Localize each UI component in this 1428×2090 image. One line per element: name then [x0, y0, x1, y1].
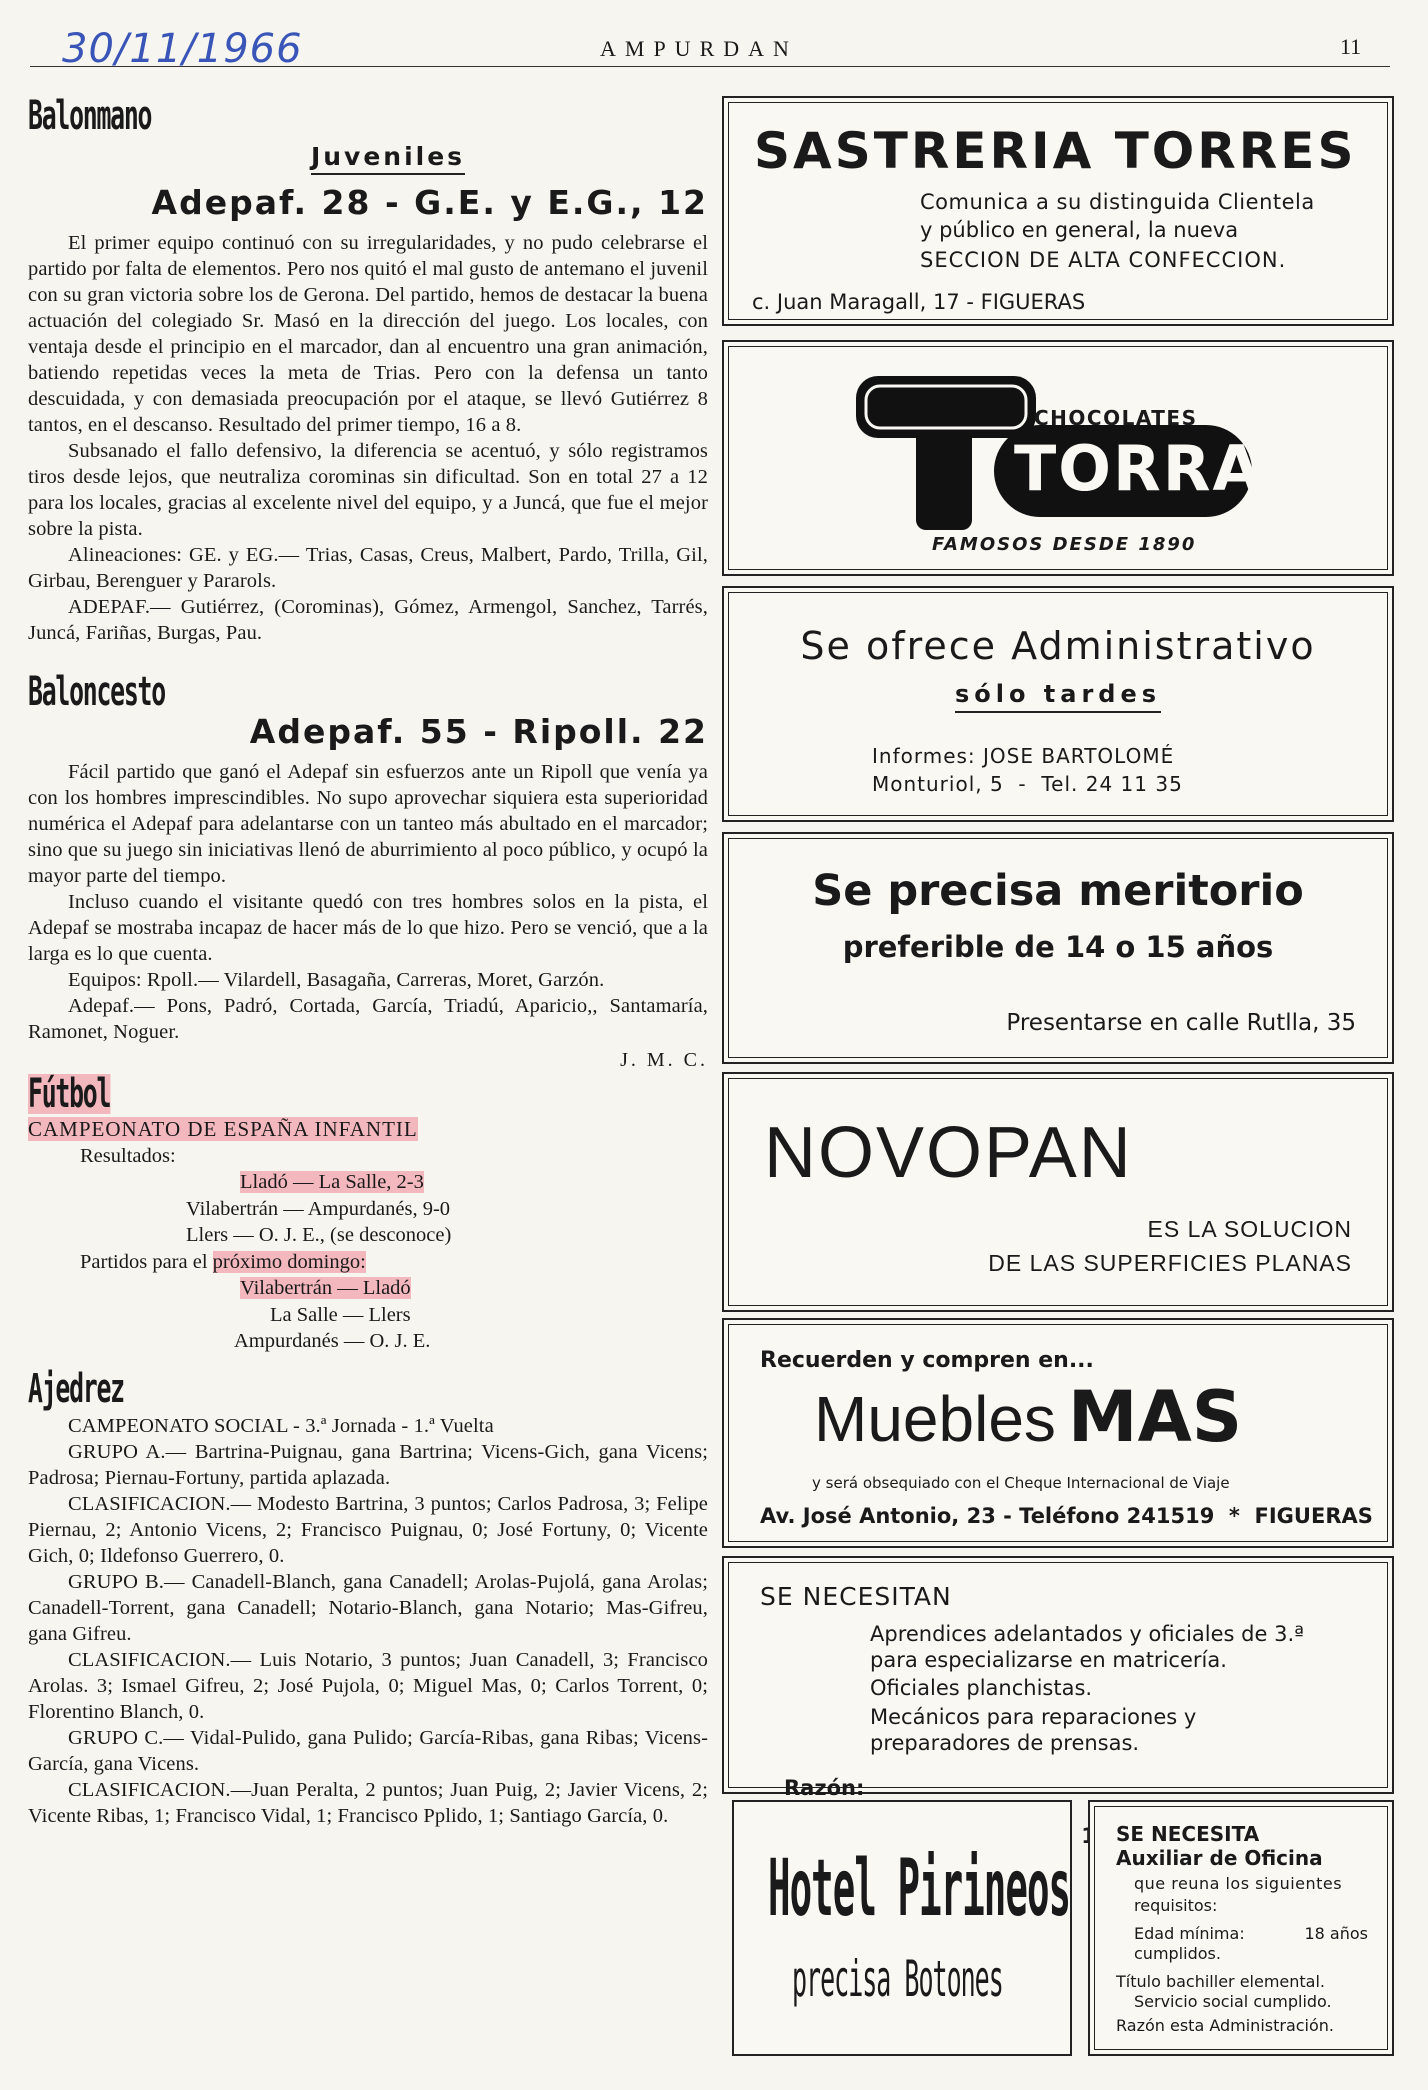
article-body: El primer equipo continuó con su irregularidades, y no pudo celebrarse el partido por falta de elementos. Pero nos quitó el mal gusto de antemano el juvenil con su gran victoria sobre los de Gerona. Del partido, hemos de destacar la buena actuación del colegiado Sr. Masó en la dirección del juego. Los locales, con ventaja desde el principio en el marcador, dan al encuentro una gran animación, batiendo repetidas veces la meta de Trias. Pero con la defensa un tanto descuidada, y con demasiada preocupación por el ataque, se llevó Gutiérrez 8 tantos, en el descanso. Resultado del primer tiempo, 16 a 8. Subsanado el fallo defensivo, la diferencia se acentuó, y sólo registramos tiros desde lejos, que neutraliza corominas sin dificultad. Son en total 27 a 12 para los locales, gracias al excelente nivel del equipo, y a Juncá, que fue el mejor sobre la pista. Alineaciones: GE. y EG.— Trias, Casas, Creus, Malbert, Pardo, Trilla, Gil, Girbau, Berenguer y Pararols. ADEPAF.— Gutiérrez, (Corominas), Gómez, Armengol, Sanchez, Tarrés, Juncá, Fariñas, Burgas, Pau.: [28, 232, 708, 644]
fixture-row: Ampurdanés — O. J. E.: [234, 1330, 431, 1352]
page-number: 11: [1340, 34, 1362, 59]
newspaper-title: AMPURDAN: [600, 36, 798, 61]
subheading: Juveniles: [68, 142, 708, 171]
fixture-row: La Salle — Llers: [270, 1303, 411, 1326]
section-heading: Balonmano: [28, 93, 152, 139]
section-heading: Fútbol: [28, 1071, 111, 1117]
championship-title: CAMPEONATO DE ESPAÑA INFANTIL: [28, 1117, 418, 1141]
handwritten-date: 30/11/1966: [62, 26, 303, 72]
razon-line: Razón:: [784, 1776, 865, 1800]
section-heading: Ajedrez: [28, 1365, 124, 1412]
hotel-sub: precisa Botones: [792, 1950, 1003, 2008]
match-headline: Adepaf. 55 - Ripoll. 22: [249, 712, 708, 751]
article-body: Fácil partido que ganó el Adepaf sin esfuerzos ante un Ripoll que venía ya con los hombres imprescindibles. No supo aprovechar siquiera esta superioridad numérica el Adepaf para adelantarse con un tanteo más abultado en el marcador; sino que su juego sin iniciativas llenó de aburrimiento al poco público, y ocupó la mayor parte del tiempo. Incluso cuando el visitante quedó con tres hombres solos en la pista, el Adepaf se mostraba incapaz de hacer más de lo que hizo. Pero se venció, que a la larga es lo que cuenta. Equipos: Rpoll.— Vilardell, Basagaña, Carreras, Moret, Garzón. Adepaf.— Pons, Padró, Cortada, García, Triadú, Aparicio,, Santamaría, Ramonet, Noguer.: [28, 761, 708, 1043]
torras-tagline: FAMOSOS DESDE 1890: [932, 534, 1197, 555]
fixture-row: Vilabertrán — Lladó: [240, 1277, 411, 1299]
left-column: [28, 93, 708, 1829]
result-row: Lladó — La Salle, 2-3: [240, 1171, 424, 1193]
torras-chocolates: CHOCOLATES: [1034, 406, 1198, 430]
section-ajedrez: [28, 1365, 708, 1829]
match-headline: Adepaf. 28 - G.E. y E.G., 12: [151, 183, 708, 222]
header-rule: [30, 66, 1390, 67]
ad-muebles-mas: Recuerden y compren en... Muebles MAS y será obsequiado con el Cheque Internacional de Viaje Av. José Antonio, 23 - Teléfono 241519 * FIGUERAS: [722, 1318, 1394, 1548]
ad-title: SASTRERIA TORRES: [754, 122, 1357, 180]
ad-auxiliar-oficina: SE NECESITA Auxiliar de Oficina que reuna los siguientes requisitos: Edad mínima: 18 años cumplidos. Título bachiller elemental. Servicio social cumplido. Razón esta Administración.: [1088, 1800, 1394, 2056]
ad-hotel-pirineos: [732, 1800, 1072, 2056]
ad-title: Se precisa meritorio: [812, 866, 1304, 916]
ad-novopan: NOVOPAN ES LA SOLUCION DE LAS SUPERFICIES PLANAS: [722, 1072, 1394, 1312]
ad-title: SE NECESITAN: [760, 1582, 952, 1611]
muebles-brand: Muebles MAS: [814, 1376, 1243, 1458]
author-signature: J. M. C.: [620, 1049, 708, 1071]
ad-subtitle: sólo tardes: [724, 680, 1392, 708]
result-row: Llers — O. J. E., (se desconoce): [186, 1224, 452, 1246]
article-body: CAMPEONATO SOCIAL - 3.ª Jornada - 1.ª Vuelta GRUPO A.— Bartrina-Puignau, gana Bartrina; Vicens-Gich, gana Vicens; Padrosa; Piernau-Fortuny, partida aplazada. CLASIFICACION.— Modesto Bartrina, 3 puntos; Carlos Padrosa, 3; Felipe Piernau, 2; Antonio Vicens, 2; Francisco Puignau, 0; José Fortuny, 0; Vicente Gich, 0; Ildefonso Guerrero, 0. GRUPO B.— Canadell-Blanch, gana Canadell; Arolas-Pujolá, gana Arolas; Canadell-Torrent, gana Canadell; Notario-Blanch, gana Notario; Mas-Gifreu, gana Gifreu. CLASIFICACION.— Luis Notario, 3 puntos; Juan Canadell, 3; Francisco Arolas. 3; Ismael Gifreu, 2; José Pujola, 0; Miguel Mas, 0; Carlos Torrent, 0; Florentino Blanch, 0. GRUPO C.— Vidal-Pulido, gana Pulido; García-Ribas, gana Ribas; Vicens-García, gana Vicens. CLASIFICACION.—Juan Peralta, 2 puntos; Juan Puig, 2; Javier Vicens, 2; Vicente Ribas, 1; Francisco Vidal, 1; Francisco Pplido, 1; Santiago García, 0.: [28, 1414, 708, 1827]
ad-meritorio: Se precisa meritorio preferible de 14 o 15 años Presentarse en calle Rutlla, 35: [722, 832, 1394, 1064]
ad-se-necesitan: SE NECESITAN Aprendices adelantados y oficiales de 3.ª para especializarse en matricería. Oficiales planchistas. Mecánicos para reparaciones y preparadores de prensas. Razón:: [722, 1556, 1394, 1794]
section-heading: Baloncesto: [28, 669, 165, 715]
ad-title: Se ofrece Administrativo: [800, 624, 1316, 668]
result-row: Vilabertrán — Ampurdanés, 9-0: [186, 1197, 451, 1220]
ad-chocolates-torras: [722, 340, 1394, 576]
section-balonmano: [28, 93, 708, 646]
section-futbol: [28, 1071, 708, 1355]
torras-brand: TORRAS: [1014, 432, 1310, 505]
novopan-brand: NOVOPAN: [764, 1113, 1133, 1193]
hotel-title: Hotel Pirineos: [768, 1844, 1071, 1934]
results-label: Resultados:: [80, 1144, 176, 1167]
section-baloncesto: [28, 669, 708, 1072]
ad-sastreria-torres: SASTRERIA TORRES Comunica a su distinguida Clientela y público en general, la nueva SECCION DE ALTA CONFECCION. c. Juan Maragall, 17 - FIGUERAS: [722, 96, 1394, 326]
ad-administrativo: Se ofrece Administrativo sólo tardes Informes: JOSE BARTOLOMÉ Monturiol, 5 - Tel. 24 11 35: [722, 586, 1394, 822]
next-matches-label: Partidos para el próximo domingo:: [80, 1250, 366, 1273]
